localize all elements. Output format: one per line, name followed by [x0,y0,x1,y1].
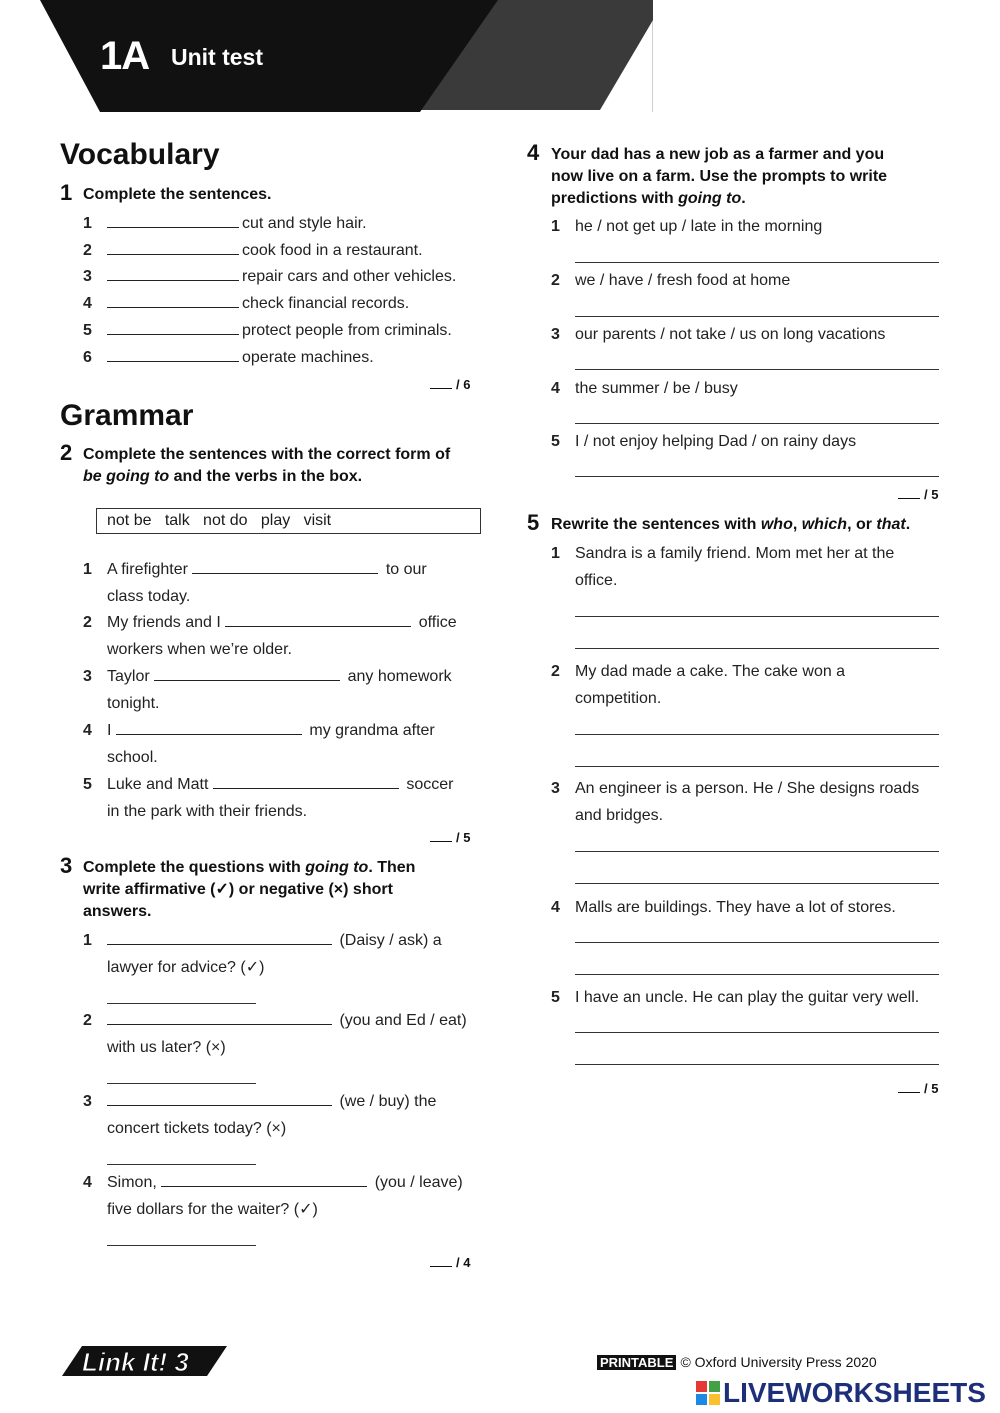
exercise-1-number: 1 [60,180,73,205]
short-answer-line[interactable] [107,1164,256,1165]
ex1-score: / 6 [430,377,470,392]
answer-blank[interactable] [107,1008,332,1025]
item-text: cut and style hair. [242,215,367,232]
vocabulary-heading: Vocabulary [60,138,220,171]
answer-line[interactable] [575,942,939,943]
item-number: 4 [83,295,92,312]
ex4-score: / 5 [898,487,938,502]
answer-blank[interactable] [107,928,332,945]
ex3-score: / 4 [430,1255,470,1270]
answer-blank[interactable] [116,718,302,735]
short-answer-line[interactable] [107,1003,256,1004]
ex5-score: / 5 [898,1081,938,1096]
ex5-item: 3 An engineer is a person. He / She designs roads and bridges. [551,780,920,824]
item-text: cook food in a restaurant. [242,242,423,259]
item-number: 5 [83,322,92,339]
exercise-4-number: 4 [527,140,540,165]
answer-line[interactable] [575,476,939,477]
ex3-item: 4 Simon, (you / leave) five dollars for the waiter? (✓) [83,1169,483,1249]
exercise-4-instruction: Your dad has a new job as a farmer and you now live on a farm. Use the prompts to write predictions with going to. [551,146,888,207]
exercise-2-instruction: Complete the sentences with the correct form of be going to and the verbs in the box. [83,446,451,485]
answer-blank[interactable] [161,1170,367,1187]
grammar-heading: Grammar [60,399,194,432]
item-number: 1 [83,215,92,232]
answer-blank[interactable] [107,264,239,281]
ex3-item: 2 (you and Ed / eat) with us later? (×) [83,1007,483,1087]
answer-line[interactable] [575,316,939,317]
liveworksheets-logo [696,1376,986,1410]
answer-line[interactable] [575,1064,939,1065]
answer-blank[interactable] [154,664,340,681]
exercise-5-number: 5 [527,510,540,535]
ex5-item: 2 My dad made a cake. The cake won a competition. [551,663,846,707]
header-banner [0,0,660,116]
ex2-item: 1 A firefighter to our class today. [83,556,483,610]
short-answer-line[interactable] [107,1245,256,1246]
answer-blank[interactable] [225,610,411,627]
link-it-logo [52,1340,242,1380]
unit-number: 1A [100,34,150,78]
short-answer-line[interactable] [107,1083,256,1084]
copyright-line [597,1354,877,1370]
answer-blank[interactable] [213,772,399,789]
item-text: check financial records. [242,295,410,312]
ex5-item: 1 Sandra is a family friend. Mom met her at the office. [551,545,895,589]
answer-line[interactable] [575,974,939,975]
ex2-score: / 5 [430,830,470,845]
liveworksheets-icon [696,1381,720,1405]
answer-line[interactable] [575,423,939,424]
answer-line[interactable] [575,766,939,767]
exercise-3-number: 3 [60,853,73,878]
item-number: 6 [83,349,92,366]
ex2-item: 5 Luke and Matt soccer in the park with their friends. [83,771,483,825]
answer-line[interactable] [575,851,939,852]
answer-blank[interactable] [192,557,378,574]
ex2-item: 2 My friends and I office workers when we’re older. [83,609,483,663]
word-box: not be talk not do play visit [96,508,481,534]
answer-line[interactable] [575,648,939,649]
ex3-item: 1 (Daisy / ask) a lawyer for advice? (✓) [83,927,483,1007]
item-text: protect people from criminals. [242,322,452,339]
answer-blank[interactable] [107,1089,332,1106]
copyright-text: © Oxford University Press 2020 [680,1354,877,1370]
answer-line[interactable] [575,1032,939,1033]
item-number: 2 [83,242,92,259]
answer-line[interactable] [575,369,939,370]
exercise-3-instruction: Complete the questions with going to. Then write affirmative (✓) or negative (×) short answers. [83,859,416,920]
answer-line[interactable] [575,262,939,263]
answer-blank[interactable] [107,211,239,228]
answer-blank[interactable] [107,345,239,362]
liveworksheets-text: LIVEWORKSHEETS [723,1377,986,1408]
item-number: 3 [83,268,92,285]
answer-line[interactable] [575,734,939,735]
printable-badge: PRINTABLE [597,1355,676,1370]
exercise-1-instruction: Complete the sentences. [83,186,272,203]
answer-blank[interactable] [107,238,239,255]
unit-title: Unit test [171,44,263,70]
logo-text: Link It! 3 [82,1347,189,1377]
ex2-item: 3 Taylor any homework tonight. [83,663,483,717]
exercise-2-number: 2 [60,440,73,465]
item-text: repair cars and other vehicles. [242,268,457,285]
answer-blank[interactable] [107,318,239,335]
ex2-item: 4 I my grandma after school. [83,717,483,771]
answer-line[interactable] [575,616,939,617]
item-text: operate machines. [242,349,374,366]
exercise-5-instruction: Rewrite the sentences with who, which, or that. [551,516,911,533]
ex3-item: 3 (we / buy) the concert tickets today? (×) [83,1088,483,1168]
answer-blank[interactable] [107,291,239,308]
answer-line[interactable] [575,883,939,884]
